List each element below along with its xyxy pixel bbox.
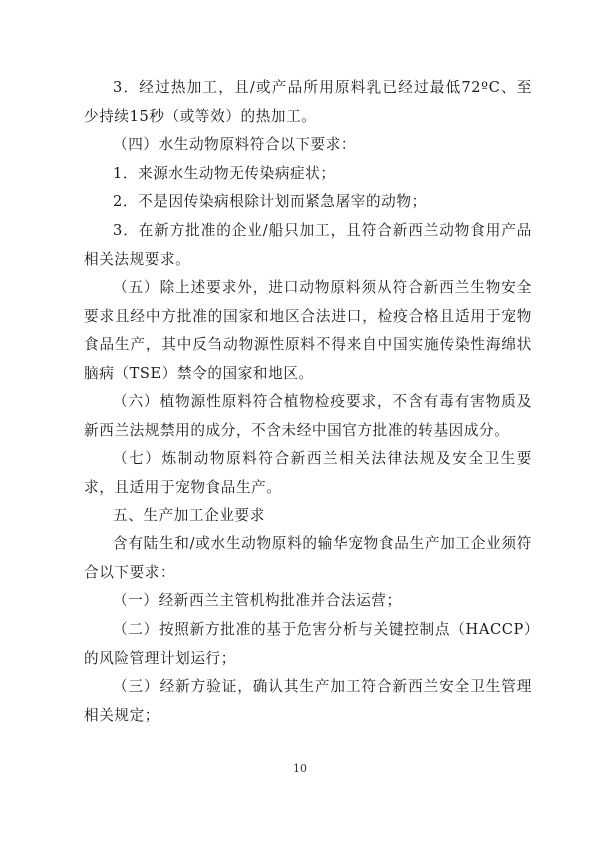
paragraph-enterprise-2: （二）按照新方批准的基于危害分析与关键控制点（HACCP）的风险管理计划运行； [84, 621, 532, 667]
paragraph-enterprise-3: （三）经新方验证，确认其生产加工符合新西兰安全卫生管理相关规定； [84, 678, 532, 724]
paragraph-item-seven: （七）炼制动物原料符合新西兰相关法律法规及安全卫生要求，且适用于宠物食品生产。 [84, 450, 532, 496]
paragraph-aquatic-heading: （四）水生动物原料符合以下要求： [113, 136, 357, 153]
paragraph-heat-treatment: 3．经过热加工，且/或产品所用原料乳已经过最低72ºC、至少持续15秒（或等效）的热加工。 [84, 79, 532, 125]
paragraph-aquatic-2: 2．不是因传染病根除计划而紧急屠宰的动物； [113, 193, 427, 210]
paragraph-item-five: （五）除上述要求外，进口动物原料须从符合新西兰生物安全要求且经中方批准的国家和地区合法进口，检疫合格且适用于宠物食品生产，其中反刍动物源性原料不得来自中国实施传染性海绵状脑病（TSE）禁令的国家和地区。 [84, 279, 532, 382]
paragraph-item-six: （六）植物源性原料符合植物检疫要求，不含有毒有害物质及新西兰法规禁用的成分，不含未经中国官方批准的转基因成分。 [84, 393, 532, 439]
paragraph-aquatic-1: 1．来源水生动物无传染病症状； [113, 165, 336, 182]
paragraph-aquatic-3: 3．在新方批准的企业/船只加工，且符合新西兰动物食用产品相关法规要求。 [84, 222, 532, 268]
paragraph-enterprise-intro: 含有陆生和/或水生动物原料的输华宠物食品生产加工企业须符合以下要求： [84, 535, 532, 581]
section-heading-five: 五、生产加工企业要求 [113, 507, 265, 524]
page-number: 10 [293, 762, 307, 775]
paragraph-enterprise-1: （一）经新西兰主管机构批准并合法运营； [113, 592, 402, 609]
